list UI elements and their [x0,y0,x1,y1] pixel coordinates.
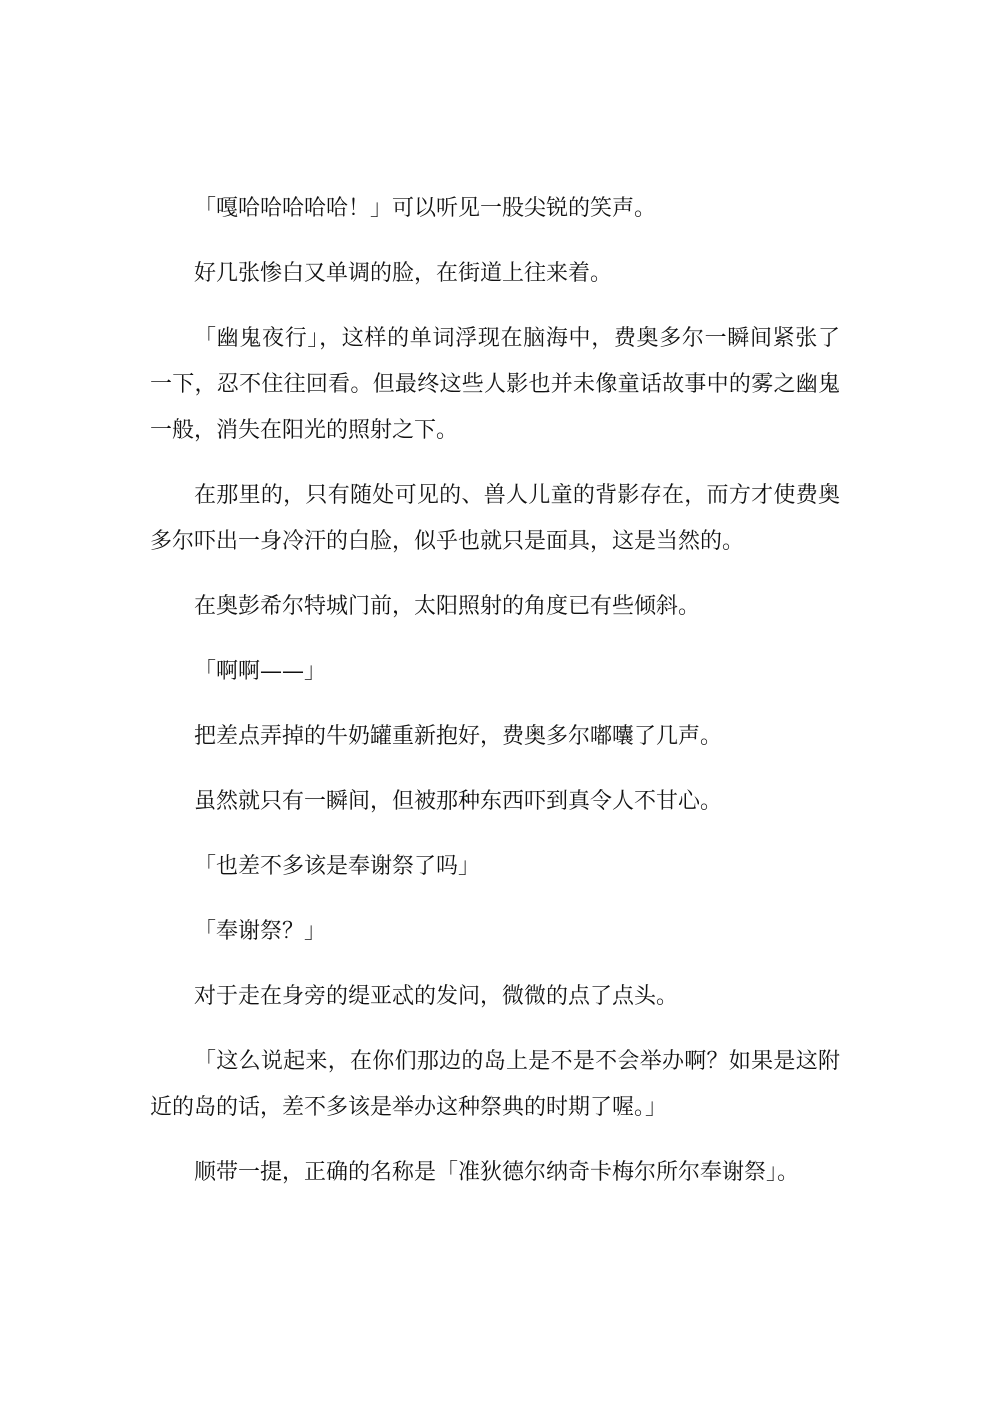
paragraph-11: 对于走在身旁的缇亚忒的发问，微微的点了点头。 [194,984,679,1009]
paragraph-7: 把差点弄掉的牛奶罐重新抱好，费奥多尔嘟囔了几声。 [194,724,723,749]
paragraph-8: 虽然就只有一瞬间，但被那种东西吓到真令人不甘心。 [194,789,723,814]
paragraph-2: 好几张惨白又单调的脸，在街道上往来着。 [194,261,613,286]
paragraph-13: 顺带一提，正确的名称是「准狄德尔纳奇卡梅尔所尔奉谢祭」。 [194,1160,800,1185]
document-body [150,186,840,1215]
paragraph-12: 「这么说起来，在你们那边的岛上是不是不会举办啊？如果是这附近的岛的话，差不多该是举办这种祭典的时期了喔。」 [150,1049,840,1120]
paragraph-10: 「奉谢祭？」 [194,919,327,944]
paragraph-1: 「嘎哈哈哈哈哈！」可以听见一股尖锐的笑声。 [194,196,657,221]
paragraph-6: 「啊啊——」 [194,659,327,684]
paragraph-3: 「幽鬼夜行」，这样的单词浮现在脑海中，费奥多尔一瞬间紧张了一下，忍不住往回看。但最终这些人影也并未像童话故事中的雾之幽鬼一般，消失在阳光的照射之下。 [150,326,840,443]
paragraph-9: 「也差不多该是奉谢祭了吗」 [194,854,481,879]
paragraph-5: 在奥彭希尔特城门前，太阳照射的角度已有些倾斜。 [194,594,701,619]
paragraph-4: 在那里的，只有随处可见的、兽人儿童的背影存在，而方才使费奥多尔吓出一身冷汗的白脸，似乎也就只是面具，这是当然的。 [150,483,840,554]
